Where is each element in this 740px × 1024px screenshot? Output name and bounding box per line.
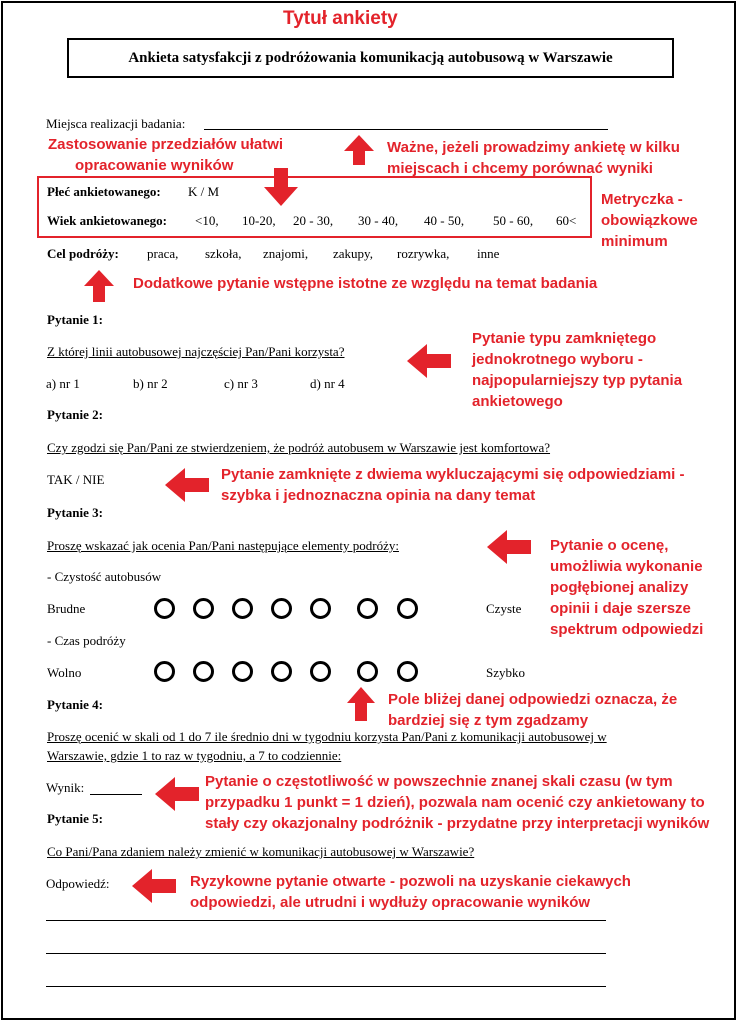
q3-item-1-right: Czyste (486, 601, 522, 616)
purpose-label: Cel podróży: (47, 246, 119, 261)
rating-radio[interactable] (232, 661, 253, 682)
note-q5-2: odpowiedzi, ale utrudni i wydłuży opracowanie wyników (190, 894, 591, 911)
note-intervals-2: opracowanie wyników (75, 157, 234, 174)
note-location-1: Ważne, jeżeli prowadzimy ankietę w kilku (387, 139, 680, 156)
rating-radio[interactable] (310, 661, 331, 682)
q2-label: Pytanie 2: (47, 407, 103, 422)
q5-answer-label: Odpowiedź: (46, 876, 110, 891)
arrow-up-icon (346, 686, 376, 722)
q4-text-1: Proszę ocenić w skali od 1 do 7 ile średnio dni w tygodniu korzysta Pan/Pani z komunikacji autobusowej w (47, 729, 607, 744)
answer-line[interactable] (46, 986, 606, 987)
note-q2-2: szybka i jednoznaczna opinia na dany temat (221, 487, 536, 504)
answer-line[interactable] (46, 953, 606, 954)
q1-option: c) nr 3 (224, 376, 258, 391)
arrow-left-icon (163, 465, 211, 505)
q1-option: b) nr 2 (133, 376, 168, 391)
note-location-2: miejscach i chcemy porównać wyniki (387, 160, 653, 177)
purpose-option: inne (477, 246, 500, 261)
q1-option: a) nr 1 (46, 376, 80, 391)
arrow-up-icon (342, 133, 376, 167)
note-q4-3: stały czy okazjonalny podróżnik - przydatne przy interpretacji wyników (205, 815, 710, 832)
survey-title: Ankieta satysfakcji z podróżowania komunikacją autobusową w Warszawie (67, 38, 674, 78)
note-intervals-1: Zastosowanie przedziałów ułatwi (48, 136, 284, 153)
note-scale-1: Pole bliżej danej odpowiedzi oznacza, że (388, 691, 678, 708)
q2-text: Czy zgodzi się Pan/Pani ze stwierdzeniem, że podróż autobusem w Warszawie jest komfortowa? (47, 440, 551, 455)
age-option: 60< (556, 213, 577, 228)
purpose-option: praca, (147, 246, 179, 261)
q1-label: Pytanie 1: (47, 312, 103, 327)
note-q2-1: Pytanie zamknięte z dwiema wykluczającymi się odpowiedziami - (221, 466, 685, 483)
note-q1-2: jednokrotnego wyboru - (472, 351, 643, 368)
q4-result-label: Wynik: (46, 780, 85, 795)
age-option: 30 - 40, (358, 213, 399, 228)
rating-radio[interactable] (271, 598, 292, 619)
arrow-up-icon (82, 268, 116, 304)
q3-text: Proszę wskazać jak ocenia Pan/Pani następujące elementy podróży: (47, 538, 399, 553)
rating-radio[interactable] (154, 661, 175, 682)
purpose-option: rozrywka, (397, 246, 450, 261)
age-option: <10, (195, 213, 219, 228)
q3-item-2-right: Szybko (486, 665, 525, 680)
purpose-option: znajomi, (263, 246, 309, 261)
note-q1-3: najpopularniejszy typ pytania (472, 372, 683, 389)
note-metrics-2: obowiązkowe (601, 212, 698, 229)
arrow-left-icon (130, 866, 178, 906)
arrow-left-icon (153, 774, 201, 814)
note-additional: Dodatkowe pytanie wstępne istotne ze względu na temat badania (133, 275, 598, 292)
rating-radio[interactable] (193, 598, 214, 619)
q3-item-2-left: Wolno (47, 665, 82, 680)
age-option: 10-20, (242, 213, 276, 228)
note-q3-2: umożliwia wykonanie (550, 558, 703, 575)
gender-label: Płeć ankietowanego: (47, 184, 161, 199)
note-q1-1: Pytanie typu zamkniętego (472, 330, 657, 347)
rating-radio[interactable] (232, 598, 253, 619)
note-metrics-3: minimum (601, 233, 668, 250)
note-scale-2: bardziej się z tym zgadzamy (388, 712, 589, 729)
q2-answer: TAK / NIE (47, 472, 105, 487)
age-option: 40 - 50, (424, 213, 465, 228)
q3-item-1: - Czystość autobusów (47, 569, 162, 584)
q4-result-blank[interactable] (90, 794, 142, 795)
q5-text: Co Pani/Pana zdaniem należy zmienić w komunikacji autobusowej w Warszawie? (47, 844, 475, 859)
note-metrics-1: Metryczka - (601, 191, 683, 208)
q5-label: Pytanie 5: (47, 811, 103, 826)
note-q1-4: ankietowego (472, 393, 563, 410)
q3-label: Pytanie 3: (47, 505, 103, 520)
purpose-option: szkoła, (205, 246, 242, 261)
rating-radio[interactable] (357, 661, 378, 682)
note-q3-5: spektrum odpowiedzi (550, 621, 704, 638)
note-q4-1: Pytanie o częstotliwość w powszechnie znanej skali czasu (w tym (205, 773, 673, 790)
gender-value: K / M (188, 184, 220, 199)
rating-radio[interactable] (271, 661, 292, 682)
rating-radio[interactable] (193, 661, 214, 682)
location-underline (204, 129, 608, 130)
age-option: 50 - 60, (493, 213, 534, 228)
location-label: Miejsca realizacji badania: (46, 116, 186, 131)
q1-text: Z której linii autobusowej najczęściej Pan/Pani korzysta? (47, 344, 345, 359)
age-option: 20 - 30, (293, 213, 334, 228)
rating-radio[interactable] (397, 661, 418, 682)
rating-radio[interactable] (357, 598, 378, 619)
q3-item-2: - Czas podróży (47, 633, 126, 648)
q3-item-1-left: Brudne (47, 601, 86, 616)
q4-text-2: Warszawie, gdzie 1 to raz w tygodniu, a 7 to codziennie: (47, 748, 342, 763)
rating-radio[interactable] (397, 598, 418, 619)
note-q3-4: opinii i daje szersze (550, 600, 691, 617)
rating-radio[interactable] (310, 598, 331, 619)
note-q5-1: Ryzykowne pytanie otwarte - pozwoli na uzyskanie ciekawych (190, 873, 631, 890)
purpose-option: zakupy, (333, 246, 373, 261)
q1-option: d) nr 4 (310, 376, 345, 391)
note-q3-1: Pytanie o ocenę, (550, 537, 669, 554)
note-q3-3: pogłębionej analizy (550, 579, 689, 596)
q4-label: Pytanie 4: (47, 697, 103, 712)
answer-line[interactable] (46, 920, 606, 921)
arrow-left-icon (485, 527, 533, 567)
age-label: Wiek ankietowanego: (47, 213, 168, 228)
note-q4-2: przypadku 1 punkt = 1 dzień), pozwala nam ocenić czy ankietowany to (205, 794, 705, 811)
rating-radio[interactable] (154, 598, 175, 619)
annotation-title: Tytuł ankiety (283, 8, 398, 29)
arrow-left-icon (405, 341, 453, 381)
